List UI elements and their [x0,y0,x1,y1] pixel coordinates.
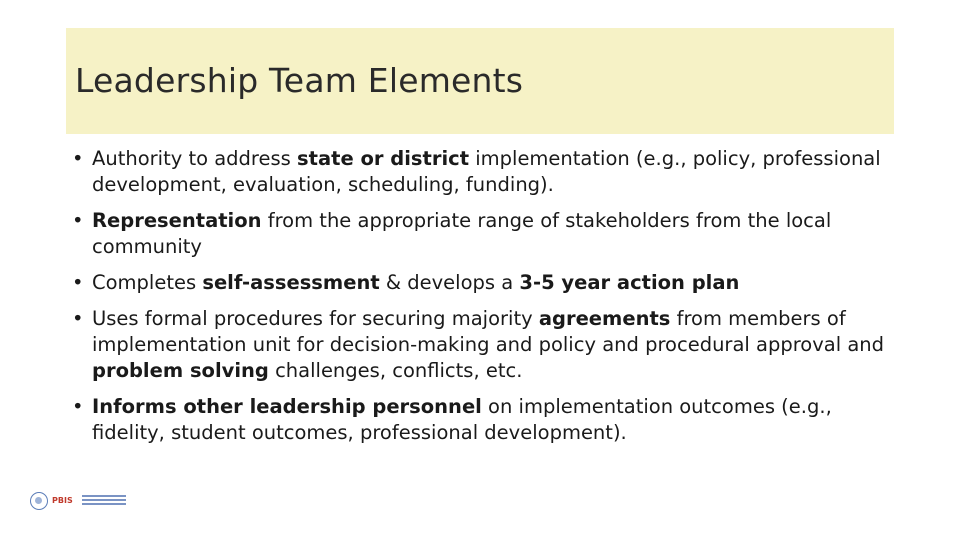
bullet-item [72,306,902,384]
bullet-text: from members of implementation unit for decision-making and policy and procedural approval and [92,307,885,356]
bullet-text: from the appropriate range of stakeholders from the local community [92,209,832,258]
bullet-marker: • [72,147,84,170]
seal-icon [30,492,48,510]
bullet-text-bold: state or district [297,147,470,170]
bullet-text: & develops a [379,271,520,294]
slide-title: Leadership Team Elements [75,61,524,100]
bullet-text-bold: 3-5 year action plan [519,271,740,294]
bullet-text-bold: agreements [538,307,671,330]
bullet-item [72,270,902,296]
bullet-text: Completes [92,271,203,294]
bullet-marker: • [72,395,84,418]
bullet-text: on implementation outcomes (e.g., fidelity, student outcomes, professional development). [92,395,832,444]
bullet-text-bold: problem solving [92,359,269,382]
bullet-marker: • [72,271,84,294]
bullet-text-bold: Informs other leadership personnel [92,395,482,418]
bullet-item [72,146,902,198]
bullet-list [72,146,902,456]
title-band [66,28,894,134]
bullet-text: implementation (e.g., policy, professional development, evaluation, scheduling, funding). [92,147,881,196]
bullet-text: Authority to address [92,147,298,170]
bullet-marker: • [72,307,84,330]
logo-text: PBIS [52,496,73,505]
bullet-text-bold: self-assessment [202,271,380,294]
bullet-text-bold: Representation [92,209,262,232]
bullet-text: Uses formal procedures for securing majority [92,307,539,330]
bullet-item [72,208,902,260]
pbis-logo [30,492,126,512]
bullet-text: challenges, conflicts, etc. [268,359,523,382]
bullet-item [72,394,902,446]
bullet-marker: • [72,209,84,232]
logo-tagline-lines [82,495,126,507]
